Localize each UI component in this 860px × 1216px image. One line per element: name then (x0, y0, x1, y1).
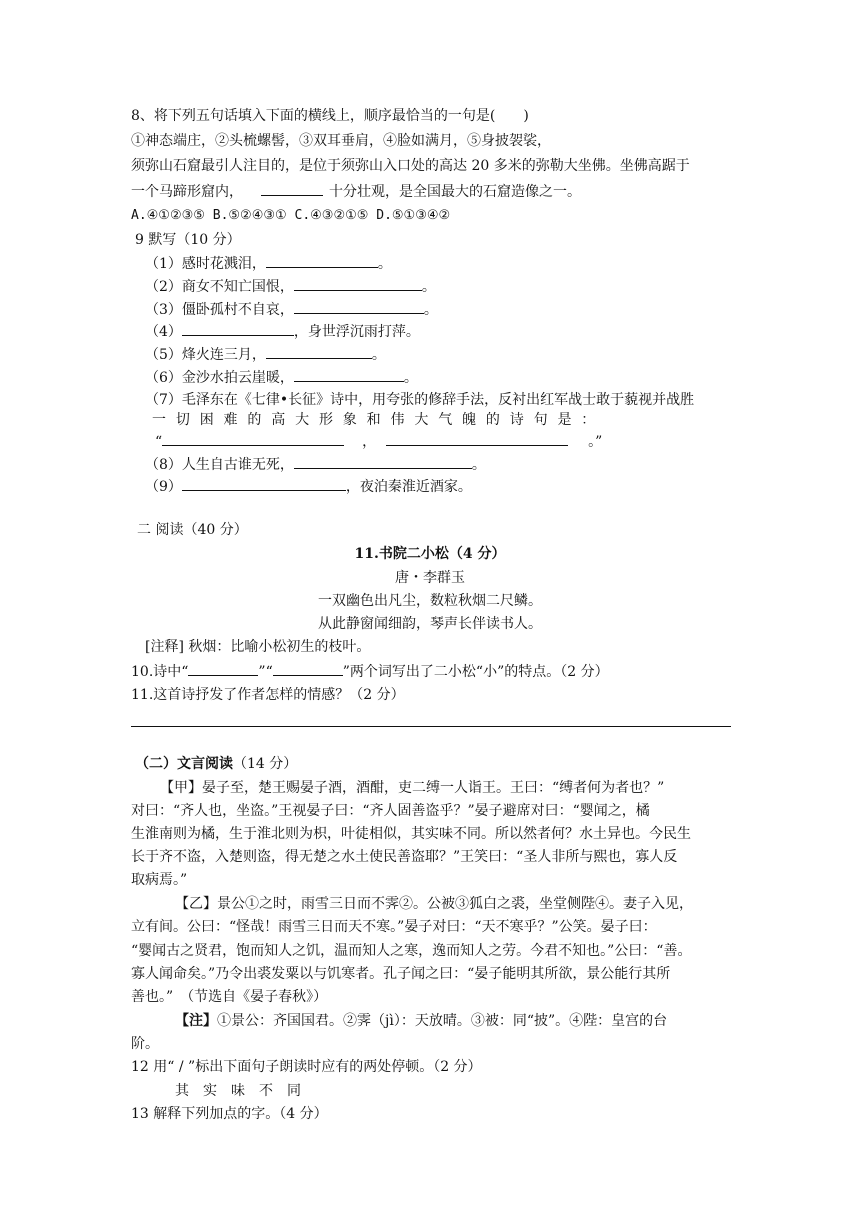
q9-line8 (145, 454, 486, 474)
q9-line4-end: ，身世浮沉雨打萍。 (293, 324, 420, 340)
q9-line3-end: 。 (423, 302, 438, 318)
q10 (131, 661, 609, 681)
q13: 13 解释下列加点的字。（4 分） (131, 1106, 328, 1122)
poem-line2: 从此静窗闻细韵，琴声长伴读书人。 (318, 616, 542, 632)
q9-line4 (145, 321, 420, 341)
q9-line2-blank[interactable] (294, 276, 422, 291)
poem-title: 11.书院二小松（4 分） (354, 546, 506, 562)
q8-passage-2b: 十分壮观，是全国最大的石窟造像之一。 (329, 184, 581, 200)
q9-line2 (145, 276, 436, 296)
q9-line8-prompt: （8）人生自古谁无死， (145, 457, 294, 473)
q10-prefix: 10.诗中“ (131, 664, 189, 680)
classical-title-score: （14 分） (233, 756, 298, 772)
q9-line1-blank[interactable] (266, 253, 378, 268)
yi-line2: 立有间。公曰：“怪哉！雨雪三日而天不寒。”晏子对曰：“天不寒乎？”公笑。晏子曰： (131, 919, 657, 935)
q8-passage-line1: 须弥山石窟最引人注目的，是位于须弥山入口处的高达 20 多米的弥勒大坐佛。坐佛高踞于 (131, 158, 690, 174)
q9-line9-prompt: （9） (145, 479, 182, 495)
q8-stem: 8、将下列五句话填入下面的横线上，顺序最恰当的一句是( ) (131, 108, 529, 124)
q9-title: 9 默写（10 分） (135, 232, 241, 248)
note-line2: 阶。 (131, 1036, 159, 1052)
q12: 12 用“ / ”标出下面句子朗读时应有的两处停顿。（2 分） (131, 1059, 482, 1075)
note-line1 (175, 1011, 667, 1031)
jia-line3: 生淮南则为橘，生于淮北则为枳，叶徒相似，其实味不同。所以然者何？水土异也。今民生 (131, 826, 691, 842)
q9-line3 (145, 299, 438, 319)
jia-text1: 晏子至，楚王赐晏子酒，酒酣，吏二缚一人诣王。王曰：“缚者何为者也？” (202, 780, 665, 796)
q9-line8-blank[interactable] (294, 454, 472, 469)
q8-options: A.④①②③⑤ B.⑤②④③① C.④③②①⑤ D.⑤①③④② (131, 208, 451, 223)
q9-line7c (155, 431, 602, 451)
q9-line7-open-quote: “ (155, 434, 163, 450)
q9-line7-comma: ， (362, 434, 377, 450)
jia-tag: 【甲】 (160, 780, 202, 796)
classical-title-bold: （二）文言阅读 (135, 756, 233, 772)
note-tag: 【注】 (175, 1013, 217, 1029)
q9-line8-end: 。 (471, 457, 486, 473)
jia-line5: 取病焉。” (131, 872, 188, 888)
yi-text1: 景公①之时，雨雪三日而不霁②。公被③狐白之裘，坐堂侧陛④。妻子入见， (217, 896, 693, 912)
q9-line9-blank[interactable] (182, 476, 346, 491)
poem-line1: 一双幽色出凡尘，数粒秋烟二尺鳞。 (318, 593, 542, 609)
q9-line5-prompt: （5）烽火连三月， (145, 347, 266, 363)
q9-line5 (145, 344, 386, 364)
q9-line1-prompt: （1）感时花溅泪， (145, 256, 266, 272)
poem-author: 唐・李群玉 (395, 570, 465, 586)
q9-line7b: 一 切 困 难 的 高 大 形 象 和 伟 大 气 魄 的 诗 句 是 ： (152, 412, 596, 428)
q9-line5-blank[interactable] (266, 344, 372, 359)
yi-line3: “婴闻古之贤君，饱而知人之饥，温而知人之寒，逸而知人之劳。今君不知也。”公曰：“善。 (131, 943, 692, 959)
q9-line7-blank1[interactable] (162, 431, 344, 446)
q10-suffix: ”两个词写出了二小松“小”的特点。（2 分） (342, 664, 609, 680)
q10-blank2[interactable] (273, 661, 343, 676)
q9-line9-end: ，夜泊秦淮近酒家。 (345, 479, 472, 495)
q9-line4-prompt: （4） (145, 324, 182, 340)
q8-answer-blank[interactable] (261, 181, 323, 196)
q9-line7-end: 。” (588, 434, 603, 450)
q9-line4-blank[interactable] (182, 321, 294, 336)
q10-blank1[interactable] (188, 661, 258, 676)
q9-line2-end: 。 (421, 279, 436, 295)
q9-line6 (145, 367, 418, 387)
classical-title (135, 754, 297, 774)
q8-passage-2a: 一个马蹄形窟内， (131, 184, 243, 200)
q9-line7a: （7）毛泽东在《七律•长征》诗中，用夸张的修辞手法，反衬出红军战士敢于藐视并战胜 (145, 392, 695, 408)
yi-line1 (175, 894, 693, 914)
jia-line2: 对曰：“齐人也，坐盗。”王视晏子曰：“齐人固善盗乎？”晏子避席对曰：“婴闻之，橘 (131, 803, 650, 819)
yi-line4: 寡人闻命矣。”乃令出裘发粟以与饥寒者。孔子闻之曰：“晏子能明其所欲，景公能行其所 (131, 966, 671, 982)
q8-items: ①神态端庄，②头梳螺髻，③双耳垂肩，④脸如满月，⑤身披袈裟， (131, 133, 551, 149)
q11: 11.这首诗抒发了作者怎样的情感？（2 分） (131, 687, 405, 703)
q9-line3-blank[interactable] (294, 299, 424, 314)
note-text1: ①景公：齐国国君。②霁（jì）：天放晴。③被：同“披”。④陛：皇宫的台 (217, 1013, 668, 1029)
poem-note: [注释] 秋烟：比喻小松初生的枝叶。 (145, 639, 371, 655)
q9-line6-blank[interactable] (294, 367, 404, 382)
q9-line2-prompt: （2）商女不知亡国恨， (145, 279, 294, 295)
q9-line7-blank2[interactable] (386, 431, 568, 446)
q8-passage-line2 (131, 181, 581, 201)
yi-tag: 【乙】 (175, 896, 217, 912)
q9-line1-end: 。 (377, 256, 392, 272)
q11-answer-line[interactable] (131, 726, 731, 727)
q9-line5-end: 。 (371, 347, 386, 363)
reading-section-title: 二 阅读（40 分） (137, 522, 248, 538)
q9-line9 (145, 476, 472, 496)
q9-line3-prompt: （3）僵卧孤村不自哀， (145, 302, 294, 318)
jia-line1 (160, 778, 664, 798)
yi-line5: 善也。” （节选自《晏子春秋》） (131, 989, 328, 1005)
q10-middle: ”“ (258, 664, 273, 680)
q12-sentence[interactable]: 其 实 味 不 同 (175, 1083, 301, 1099)
q9-line6-prompt: （6）金沙水拍云崖暖， (145, 370, 294, 386)
q9-line1 (145, 253, 392, 273)
q9-line6-end: 。 (403, 370, 418, 386)
jia-line4: 长于齐不盗，入楚则盗，得无楚之水土使民善盗耶？”王笑曰：“圣人非所与熙也，寡人反 (131, 849, 678, 865)
